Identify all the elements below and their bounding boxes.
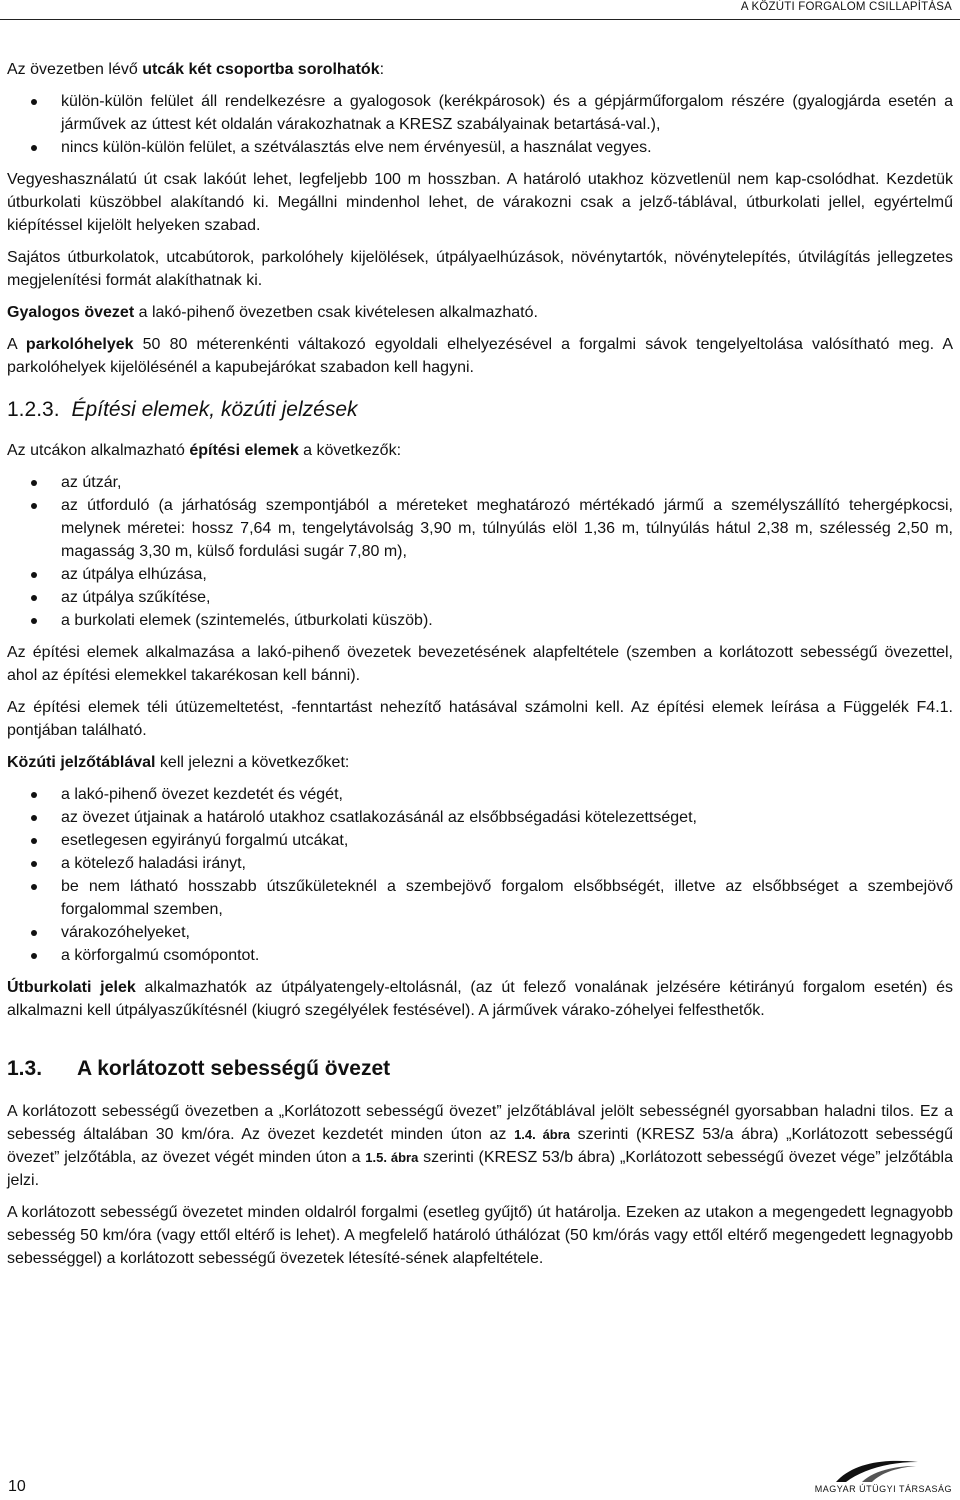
text: alkalmazhatók az útpályatengely-eltolásnál, (az út felező vonalának jelzésére kétirányú forgalom esetén) és alkalmazni kell útpályaszűkítésnél (kiugró szegélyélek festésével). A járművek várako-zóhelyei felfesthetők. bbox=[7, 979, 953, 1019]
figure-reference: 1.5. ábra bbox=[365, 1150, 419, 1165]
paragraph-bounding-roads: A korlátozott sebességű övezetet minden oldalról forgalmi (esetleg gyűjtő) út határolja. Ezeken az utakon a megengedett legnagyobb sebesség 50 km/óra (vagy ettől eltérő is lehet). A megfelelő határoló úthálózat (50 km/órás vagy ettől eltérő megengedett legnagyobb sebességgel) a korlátozott sebességű övezetek létesíté-sének alapfeltétele. bbox=[7, 1204, 953, 1267]
text: : bbox=[379, 61, 385, 78]
text: kell jelezni a következőket: bbox=[155, 754, 350, 771]
running-header: A KÖZÚTI FORGALOM CSILLAPÍTÁSA bbox=[740, 1, 952, 13]
paragraph-road-markings bbox=[7, 976, 953, 1022]
text: A bbox=[7, 336, 26, 353]
paragraph-pedestrian-zone bbox=[7, 301, 953, 324]
paragraph-building-elements bbox=[7, 439, 953, 462]
section-title: Építési elemek, közúti jelzések bbox=[71, 398, 358, 421]
road-signs-list bbox=[7, 783, 953, 967]
text: A korlátozott sebességű övezetben a „Korlátozott sebességű övezet” jelzőtáblával jelölt sebességnél gyorsabban haladni tilos. Ez a sebesség általában 30 km/óra. Az övezet kezdetét minden úton az bbox=[7, 1103, 953, 1143]
paragraph-road-signs bbox=[7, 751, 953, 774]
text: Az övezetben lévő bbox=[7, 61, 143, 78]
bold-term: parkolóhelyek bbox=[25, 336, 134, 353]
chapter-number: 1.3. bbox=[7, 1057, 43, 1080]
paragraph-limited-speed-zone bbox=[7, 1100, 953, 1192]
text: a következők: bbox=[298, 442, 402, 459]
list-item: várakozóhelyeket, bbox=[7, 921, 953, 944]
section-number: 1.2.3. bbox=[7, 398, 60, 421]
road-swoosh-icon bbox=[832, 1456, 922, 1484]
list-item: nincs külön-külön felület, a szétválasztás elve nem érvényesül, a használat vegyes. bbox=[7, 136, 953, 159]
list-item: be nem látható hosszabb útszűkületeknél a szembejövő forgalom elsőbbségét, illetve az elsőbbséget a szembejövő forgalommal szemben, bbox=[7, 875, 953, 921]
list-item: esetlegesen egyirányú forgalmú utcákat, bbox=[7, 829, 953, 852]
publisher-logo bbox=[792, 1456, 952, 1496]
header-divider bbox=[0, 19, 960, 20]
bold-term: utcák két csoportba sorolhatók bbox=[142, 61, 380, 78]
paragraph-mixed-use: Vegyeshasználatú út csak lakóút lehet, legfeljebb 100 m hosszban. A határoló utakhoz közvetlenül nem kap-csolódhat. Kezdetük útburkolati küszöbbel alakítandó ki. Megállni mindenhol lehet, de várakozni csak a jelző-táblával, útburkolati jellel, egyértelmű kiépítéssel kijelölt helyeken szabad. bbox=[7, 171, 953, 234]
list-item: a lakó-pihenő övezet kezdetét és végét, bbox=[7, 783, 953, 806]
paragraph-special-pavements: Sajátos útburkolatok, utcabútorok, parkolóhely kijelölések, útpályaelhúzások, növénytartók, növénytelepítés, útvilágítás jellegzetes megjelenítési formát alakíthatnak ki. bbox=[7, 249, 953, 289]
list-item: a kötelező haladási irányt, bbox=[7, 852, 953, 875]
text: Az utcákon alkalmazható bbox=[7, 442, 190, 459]
bold-term: Közúti jelzőtáblával bbox=[7, 754, 156, 771]
text: 50 80 méterenkénti váltakozó egyoldali elhelyezésével a forgalmi sávok tengelyeltolása valósítható meg. A parkolóhelyek kijelölésénél a kapubejárókat szabadon kell hagyni. bbox=[7, 336, 954, 376]
list-item: a burkolati elemek (szintemelés, útburkolati küszöb). bbox=[7, 609, 953, 632]
page-content bbox=[7, 58, 953, 1279]
list-item: a körforgalmú csomópontot. bbox=[7, 944, 953, 967]
section-heading-1-2-3 bbox=[7, 397, 953, 423]
chapter-title: A korlátozott sebességű övezet bbox=[77, 1057, 391, 1080]
chapter-heading-1-3 bbox=[7, 1056, 953, 1082]
paragraph-street-groups bbox=[7, 58, 953, 81]
paragraph-parking bbox=[7, 333, 953, 379]
figure-reference: 1.4. ábra bbox=[514, 1127, 571, 1142]
paragraph-winter-maintenance: Az építési elemek téli útüzemeltetést, -fenntartást nehezítő hatásával számolni kell. Az építési elemek leírása a Függelék F4.1. pontjában található. bbox=[7, 699, 953, 739]
text: a lakó-pihenő övezetben csak kivételesen alkalmazható. bbox=[134, 304, 538, 321]
building-elements-list bbox=[7, 471, 953, 632]
bold-term: Gyalogos övezet bbox=[7, 304, 135, 321]
list-item: az útforduló (a járhatóság szempontjából a méreteket meghatározó mértékadó jármű a személyszállító tehergépkocsi, melynek méretei: hossz 7,64 m, tengelytávolság 3,90 m, túlnyúlás elöl 1,36 m, túlnyúlás hátul 2,38 m, szélesség 2,50 m, magasság 3,30 m, külső fordulási sugár 7,80 m), bbox=[7, 494, 953, 563]
text: szerinti (KRESZ 53/b ábra) „Korlátozott sebességű övezet vége” jelzőtábla jelzi. bbox=[7, 1149, 953, 1189]
text: szerinti (KRESZ 53/a ábra) „Korlátozott sebességű övezet” jelzőtábla, az övezet végét minden úton a bbox=[7, 1126, 954, 1166]
street-groups-list bbox=[7, 90, 953, 159]
list-item: külön-külön felület áll rendelkezésre a gyalogosok (kerékpárosok) és a gépjárműforgalom részére (gyalogjárda esetén a járművek az úttest két oldalán várakozhatnak a KRESZ szabályainak betartásá-val.), bbox=[7, 90, 953, 136]
page-number: 10 bbox=[8, 1478, 26, 1495]
list-item: az övezet útjainak a határoló utakhoz csatlakozásánál az elsőbbségadási kötelezettséget, bbox=[7, 806, 953, 829]
publisher-logo-text: MAGYAR ÚTÜGYI TÁRSASÁG bbox=[814, 1484, 952, 1494]
list-item: az útzár, bbox=[7, 471, 953, 494]
bold-term: építési elemek bbox=[189, 442, 299, 459]
list-item: az útpálya elhúzása, bbox=[7, 563, 953, 586]
paragraph-elements-precondition: Az építési elemek alkalmazása a lakó-pihenő övezetek bevezetésének alapfeltétele (szemben a korlátozott sebességű övezettel, ahol az építési elemekkel takarékosan kell bánni). bbox=[7, 644, 953, 684]
bold-term: Útburkolati jelek bbox=[7, 979, 136, 996]
list-item: az útpálya szűkítése, bbox=[7, 586, 953, 609]
